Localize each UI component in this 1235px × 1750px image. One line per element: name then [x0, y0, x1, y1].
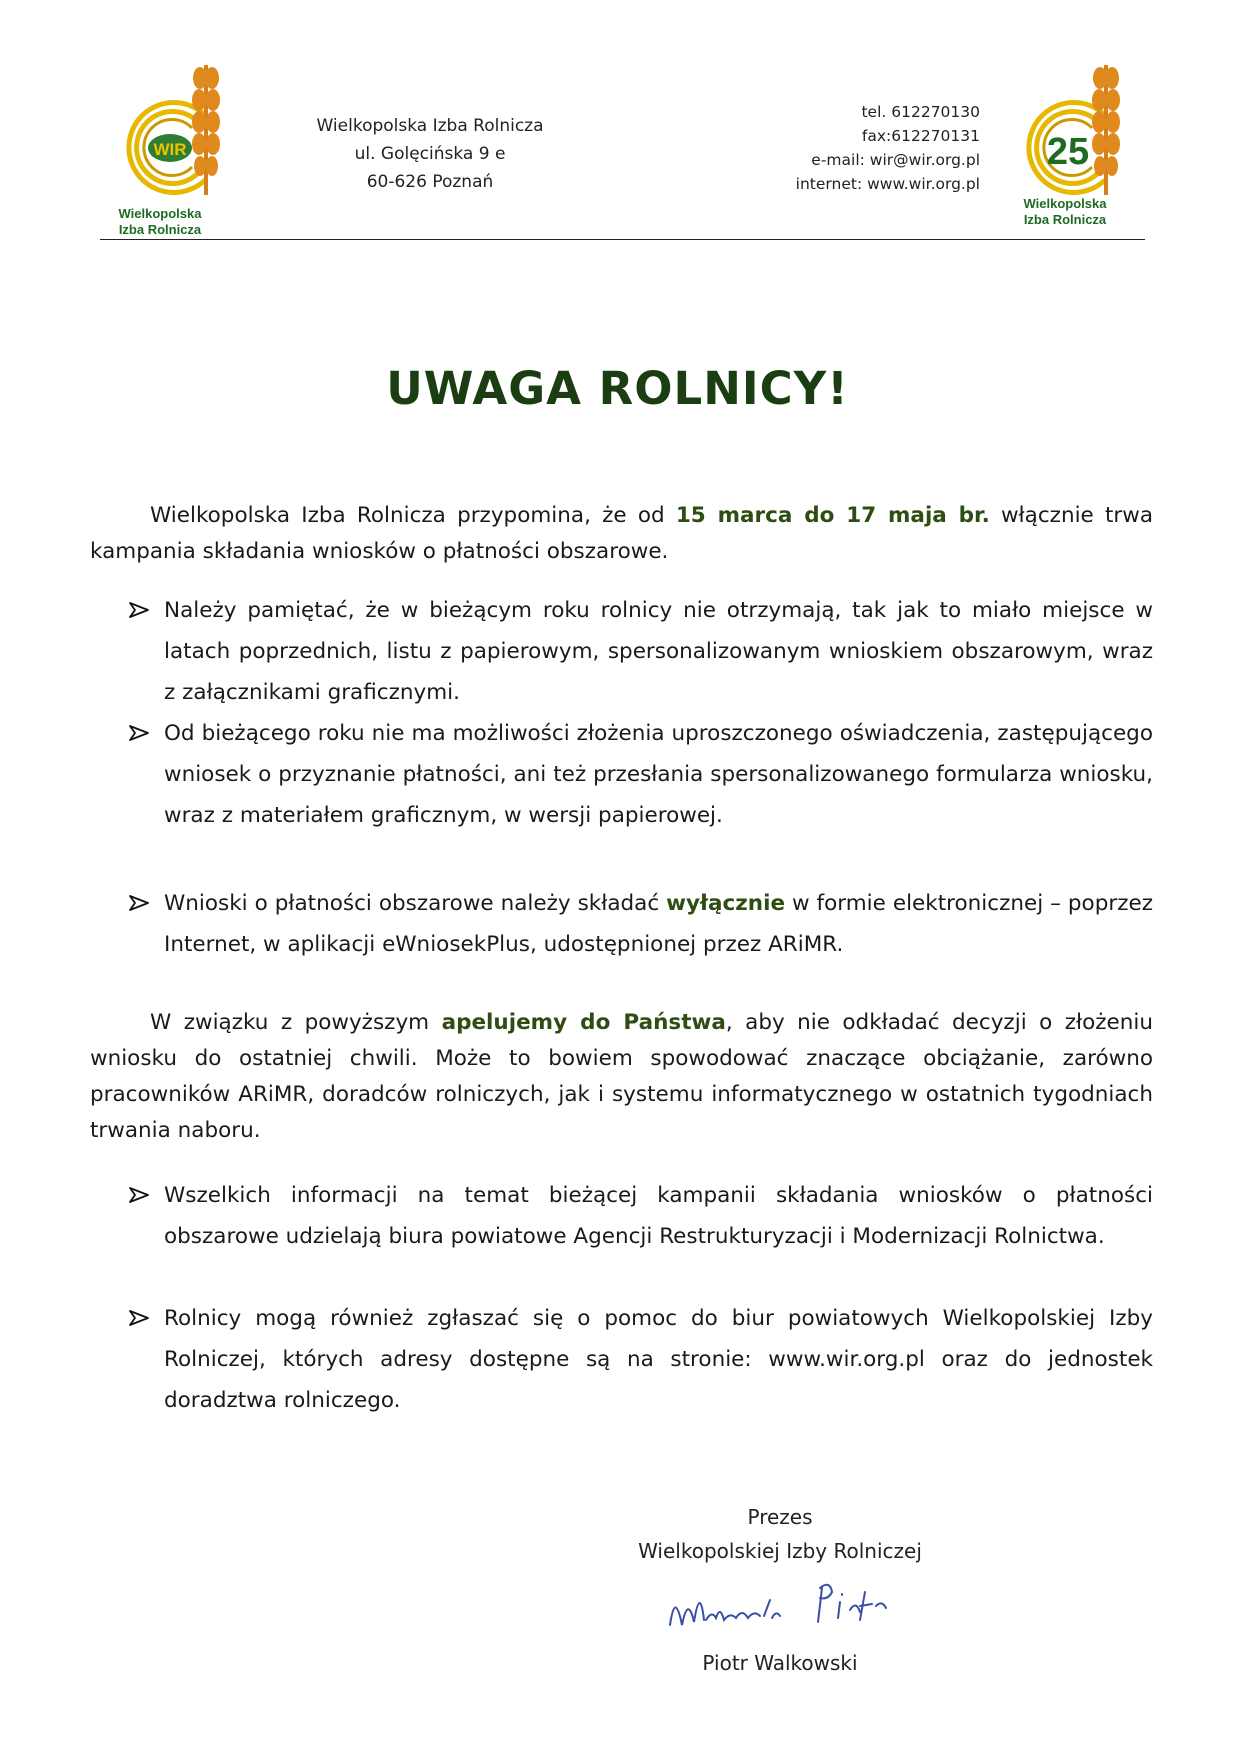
sender-address	[280, 112, 580, 196]
contact-website: internet: www.wir.org.pl	[795, 175, 980, 193]
signature-role: Prezes	[747, 1505, 813, 1529]
signatory-name: Piotr Walkowski	[702, 1651, 858, 1675]
right-logo	[1010, 60, 1140, 240]
contact-info	[690, 100, 980, 196]
arrow-bullet-icon	[128, 601, 150, 619]
header-divider	[100, 239, 1145, 240]
contact-phone: tel. 612270130	[861, 103, 980, 121]
list-item: Wszelkich informacji na temat bieżącej kampanii składania wniosków o płatności obszarowe udzielają biura powiatowe Agencji Restrukturyzacji i Modernizacji Rolnictwa.	[128, 1175, 1153, 1257]
arrow-bullet-icon	[128, 1309, 150, 1327]
signature-organization: Wielkopolskiej Izby Rolniczej	[638, 1539, 922, 1563]
handwritten-signature	[660, 1570, 920, 1640]
campaign-dates: 15 marca do 17 maja br.	[675, 503, 990, 528]
list-item: Wnioski o płatności obszarowe należy składać wyłącznie w formie elektronicznej – poprzez Internet, w aplikacji eWniosekPlus, udostępnionej przez ARiMR.	[128, 883, 1153, 965]
list-item: Należy pamiętać, że w bieżącym roku rolnicy nie otrzymają, tak jak to miało miejsce w latach poprzednich, listu z papierowym, spersonalizowanym wnioskiem obszarowym, wraz z załącznikami graficznymi.	[128, 590, 1153, 713]
arrow-bullet-icon	[128, 724, 150, 742]
address-line-3: 60-626 Poznań	[366, 172, 494, 192]
intro-paragraph: Wielkopolska Izba Rolnicza przypomina, że od 15 marca do 17 maja br. włącznie trwa kampania składania wniosków o płatności obszarowe.	[90, 503, 1154, 564]
list-item: Od bieżącego roku nie ma możliwości złożenia uproszczonego oświadczenia, zastępującego wniosek o przyznanie płatności, ani też przesłania spersonalizowanego formularza wniosku, wraz z materiałem graficznym, w wersji papierowej.	[128, 713, 1153, 836]
left-logo-caption: Wielkopolska Izba Rolnicza	[118, 206, 202, 237]
address-line-1: Wielkopolska Izba Rolnicza	[316, 116, 544, 136]
appeal-highlight: apelujemy do Państwa	[441, 1010, 726, 1035]
contact-fax: fax:612270131	[861, 127, 980, 145]
exclusively-highlight: wyłącznie	[666, 891, 786, 916]
contact-email: e-mail: wir@wir.org.pl	[811, 151, 980, 169]
anniversary-number: 25	[1046, 131, 1090, 173]
anniversary-logo-icon	[1010, 60, 1140, 200]
appeal-paragraph: W związku z powyższym apelujemy do Państwa, aby nie odkładać decyzji o złożeniu wniosku do ostatniej chwili. Może to bowiem spowodować znaczące obciążanie, zarówno pracowników ARiMR, doradców rolniczych, jak i systemu informatycznego w ostatnich tygodniach trwania naboru.	[90, 1010, 1153, 1143]
right-logo-caption: Wielkopolska Izba Rolnicza	[1023, 196, 1107, 227]
arrow-bullet-icon	[128, 1186, 150, 1204]
list-item: Rolnicy mogą również zgłaszać się o pomoc do biur powiatowych Wielkopolskiej Izby Rolniczej, których adresy dostępne są na stronie: www.wir.org.pl oraz do jednostek doradztwa rolniczego.	[128, 1298, 1153, 1421]
left-logo	[110, 60, 240, 240]
logo-mark-text: WIR	[153, 140, 187, 159]
wheat-logo-icon	[110, 60, 240, 200]
page-title: UWAGA ROLNICY!	[386, 362, 849, 415]
arrow-bullet-icon	[128, 894, 150, 912]
address-line-2: ul. Golęcińska 9 e	[354, 144, 506, 164]
